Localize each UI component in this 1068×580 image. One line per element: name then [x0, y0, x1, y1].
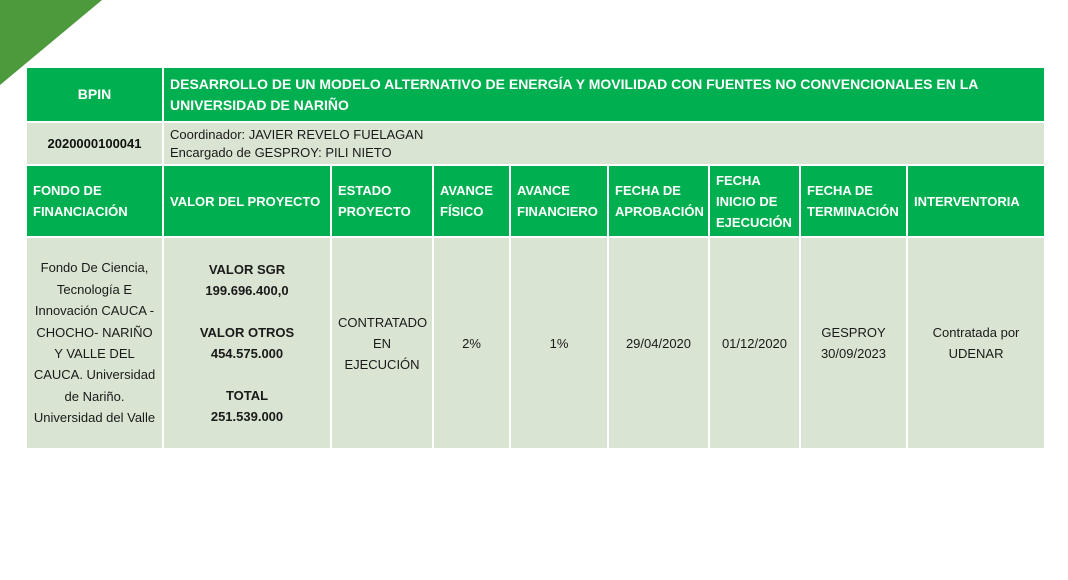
valor-otros-label: VALOR OTROS: [199, 325, 295, 340]
bpin-code: 2020000100041: [26, 122, 163, 165]
col-header-estado: ESTADO PROYECTO: [331, 165, 433, 237]
column-header-row: [26, 165, 1045, 237]
project-table: [25, 66, 1046, 450]
project-title: DESARROLLO DE UN MODELO ALTERNATIVO DE ENERGÍA Y MOVILIDAD CON FUENTES NO CONVENCIONALES EN LA UNIVERSIDAD DE NARIÑO: [163, 67, 1045, 122]
title-row: [26, 67, 1045, 122]
table-row: [26, 237, 1045, 449]
cell-fecha-terminacion: GESPROY 30/09/2023: [800, 237, 907, 449]
col-header-valor: VALOR DEL PROYECTO: [163, 165, 331, 237]
cell-estado: CONTRATADO EN EJECUCIÓN: [331, 237, 433, 449]
info-row: [26, 122, 1045, 165]
col-header-fecha-terminacion: FECHA DE TERMINACIÓN: [800, 165, 907, 237]
project-people: [163, 122, 1045, 165]
valor-sgr-label: VALOR SGR: [208, 262, 286, 277]
cell-interventoria: Contratada por UDENAR: [907, 237, 1045, 449]
col-header-fecha-inicio: FECHA INICIO DE EJECUCIÓN: [709, 165, 800, 237]
cell-fondo: Fondo De Ciencia, Tecnología E Innovación CAUCA - CHOCHO- NARIÑO Y VALLE DEL CAUCA. Universidad de Nariño. Universidad del Valle: [26, 237, 163, 449]
cell-avance-fisico: 2%: [433, 237, 510, 449]
total-amount: 251.539.000: [210, 409, 284, 424]
col-header-fecha-aprobacion: FECHA DE APROBACIÓN: [608, 165, 709, 237]
valor-otros-amount: 454.575.000: [210, 346, 284, 361]
cell-valor: [163, 237, 331, 449]
col-header-avance-financiero: AVANCE FINANCIERO: [510, 165, 608, 237]
cell-fecha-inicio: 01/12/2020: [709, 237, 800, 449]
coordinator-text: Coordinador: JAVIER REVELO FUELAGAN: [170, 126, 424, 142]
cell-fecha-aprobacion: 29/04/2020: [608, 237, 709, 449]
gesproy-manager-text: Encargado de GESPROY: PILI NIETO: [170, 144, 392, 160]
col-header-interventoria: INTERVENTORIA: [907, 165, 1045, 237]
col-header-avance-fisico: AVANCE FÍSICO: [433, 165, 510, 237]
total-label: TOTAL: [225, 388, 269, 403]
cell-avance-financiero: 1%: [510, 237, 608, 449]
bpin-label: BPIN: [26, 67, 163, 122]
valor-sgr-amount: 199.696.400,0: [205, 283, 289, 298]
col-header-fondo: FONDO DE FINANCIACIÓN: [26, 165, 163, 237]
